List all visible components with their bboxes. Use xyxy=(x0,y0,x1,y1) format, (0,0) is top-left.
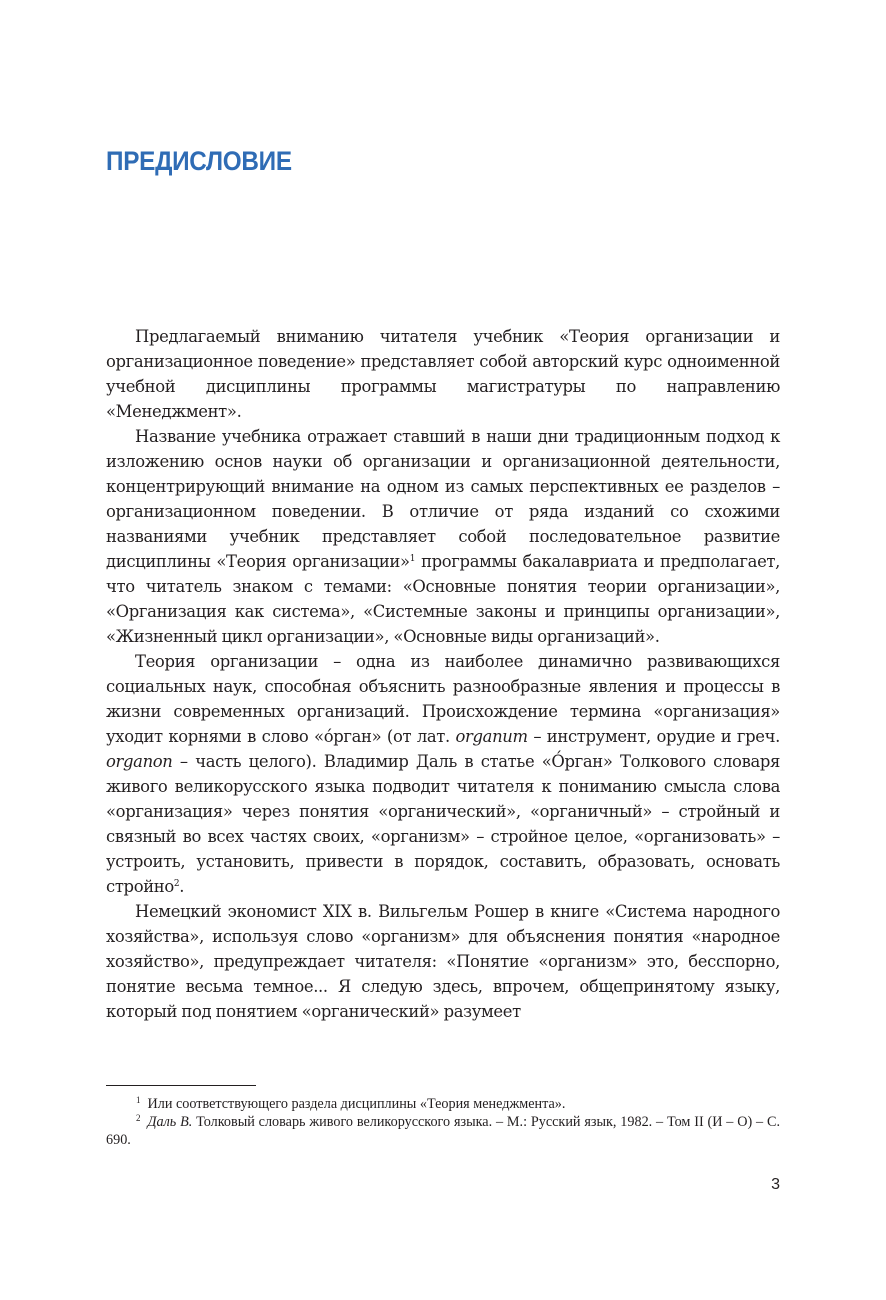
page-number: 3 xyxy=(771,1176,780,1193)
paragraph-3-text-b: – инструмент, орудие и греч. xyxy=(527,727,780,746)
paragraph-4-text: Немецкий экономист XIX в. Вильгельм Рошер в книге «Система народного хозяйства», используя слово «организм» для объяснения понятия «народное хозяйство», предупреждает читателя: «Понятие «организм» это, бесспорно, понятие весьма темное... Я следую здесь, впрочем, общепринятому языку, который под понятием «органический» разумеет xyxy=(106,902,780,1021)
footnote-ref-2[interactable]: 2 xyxy=(173,879,180,889)
chapter-heading: ПРЕДИСЛОВИЕ xyxy=(106,146,292,176)
paragraph-1-text: Предлагаемый вниманию читателя учебник «Теория организации и организационное поведение» представляет собой авторский курс одноименной учебной дисциплины программы магистратуры по направлению «Менеджмент». xyxy=(106,327,780,421)
footnote-1-number: 1 xyxy=(136,1095,141,1105)
paragraph-3-text-c: – часть целого). Владимир Даль в статье «О́рган» Толкового словаря живого великорусского языка подводит читателя к пониманию смысла слова «организация» через понятия «органический», «органичный» – стройный и связный во всех частях своих, «организм» – стройное целое, «организовать» – устроить, установить, привести в порядок, составить, образовать, основать стройно xyxy=(106,752,780,896)
footnote-1-text: Или соответствующего раздела дисциплины «Теория менеджмента». xyxy=(147,1096,566,1112)
footnote-1 xyxy=(106,1095,780,1113)
paragraph-3-text-d: . xyxy=(179,877,185,896)
paragraph-3 xyxy=(106,649,780,899)
greek-term: organon xyxy=(106,752,173,771)
paragraph-3-text-a: Теория организации – одна из наиболее динамично развивающихся социальных наук, способная объяснить разнообразные явления и процессы в жизни современных организаций. Происхождение термина «организация» уходит корнями в слово «о́рган» (от лат. xyxy=(106,652,780,746)
latin-term: organum xyxy=(455,727,528,746)
body-text xyxy=(106,324,780,1024)
footnote-2-author: Даль В. xyxy=(147,1114,193,1130)
footnote-2 xyxy=(106,1113,780,1149)
paragraph-1 xyxy=(106,324,780,424)
paragraph-2-text-a: Название учебника отражает ставший в наши дни традиционным подход к изложению основ науки об организации и организационной деятельности, концентрирующий внимание на одном из самых перспективных ее разделов – организационном поведении. В отличие от ряда изданий со схожими названиями учебник представляет собой последовательное развитие дисциплины «Теория организации» xyxy=(106,427,780,571)
paragraph-4 xyxy=(106,899,780,1024)
paragraph-2 xyxy=(106,424,780,649)
footnote-ref-1[interactable]: 1 xyxy=(409,554,416,564)
paragraph-2-text-b: программы бакалавриата и предполагает, что читатель знаком с темами: «Основные понятия теории организации», «Организация как система», «Системные законы и принципы организации», «Жизненный цикл организации», «Основные виды организаций». xyxy=(106,552,780,646)
footnote-2-text: Толковый словарь живого великорусского языка. – М.: Русский язык, 1982. – Том II (И – О) – С. 690. xyxy=(106,1114,780,1148)
footnote-2-number: 2 xyxy=(136,1113,141,1123)
footnote-divider xyxy=(106,1085,256,1086)
footnotes xyxy=(106,1095,780,1149)
